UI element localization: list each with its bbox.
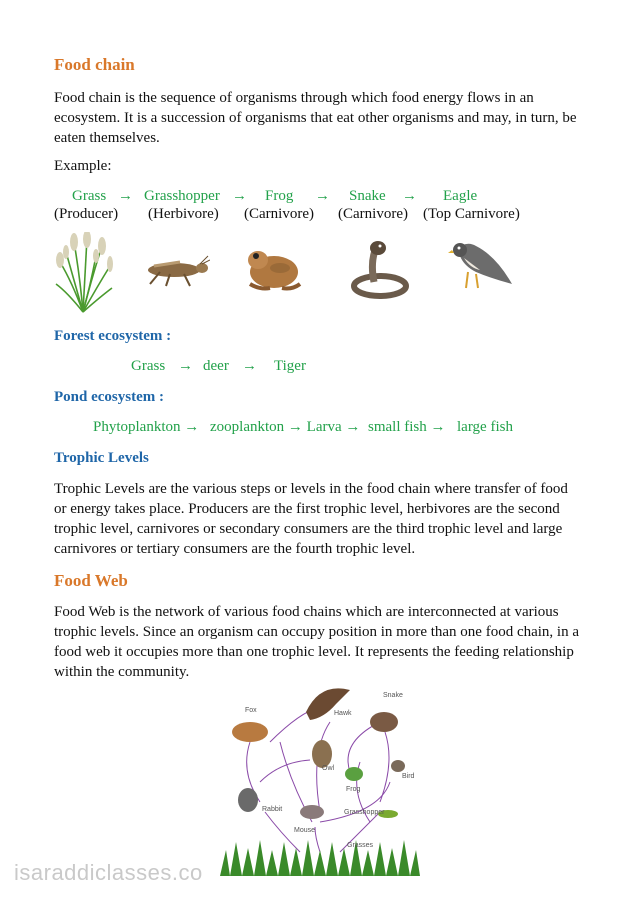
web-label-snake: Snake bbox=[383, 692, 403, 699]
frog-illustration bbox=[244, 244, 302, 294]
trophic-levels-text: Trophic Levels are the various steps or levels in the food chain where transfer of food or energy takes place. Producers are the first trophic level, herbivores are the second trophic level, carnivores or secondary consumers are the third trophic level and large carnivores or tertiary consumers are the fourth trophic level. bbox=[54, 481, 568, 557]
web-label-frog: Frog bbox=[346, 786, 361, 793]
eagle-illustration bbox=[446, 238, 516, 296]
chain-arrow-1: → bbox=[118, 188, 133, 204]
web-label-rabbit: Rabbit bbox=[262, 806, 283, 813]
web-label-grasshopper: Grasshopper bbox=[344, 809, 385, 816]
web-label-hawk: Hawk bbox=[334, 710, 352, 717]
role-carnivore-1: (Carnivore) bbox=[244, 206, 314, 222]
pond-zooplankton-larva: zooplankton → Larva → bbox=[210, 419, 361, 435]
forest-ecosystem-heading: Forest ecosystem : bbox=[54, 328, 172, 344]
chain-frog: Frog bbox=[265, 188, 294, 204]
pond-small-fish: small fish → bbox=[368, 419, 446, 435]
forest-deer: deer bbox=[203, 358, 229, 374]
forest-tiger: Tiger bbox=[274, 358, 306, 374]
chain-arrow-3: → bbox=[315, 188, 330, 204]
role-producer: (Producer) bbox=[54, 206, 119, 222]
chain-eagle: Eagle bbox=[443, 188, 478, 204]
chain-grasshopper: Grasshopper bbox=[144, 188, 220, 204]
food-chain-definition: Food chain is the sequence of organisms through which food energy flows in an ecosystem. It is a succession of organisms that eat other organisms and may, in turn, be eaten themselves. bbox=[54, 90, 577, 146]
role-top-carnivore: (Top Carnivore) bbox=[423, 206, 520, 222]
web-label-owl: Owl bbox=[322, 765, 335, 772]
forest-grass: Grass bbox=[131, 358, 166, 374]
chain-arrow-4: → bbox=[402, 188, 417, 204]
forest-arrow-2: → bbox=[242, 358, 257, 374]
pond-phytoplankton: Phytoplankton → bbox=[93, 419, 200, 435]
chain-snake: Snake bbox=[349, 188, 386, 204]
grass-illustration bbox=[52, 232, 114, 314]
role-carnivore-2: (Carnivore) bbox=[338, 206, 408, 222]
trophic-levels-heading: Trophic Levels bbox=[54, 450, 149, 466]
snake-illustration bbox=[350, 238, 412, 300]
food-web-text: Food Web is the network of various food chains which are interconnected at various trophic levels. Since an organism can occupy position in more than one food chain, in a food web it occupies more than one trophic level. It represents the feeding relationship within the community. bbox=[54, 604, 580, 680]
web-label-mouse: Mouse bbox=[294, 827, 316, 834]
role-herbivore: (Herbivore) bbox=[148, 206, 219, 222]
food-web-heading: Food Web bbox=[54, 571, 128, 590]
food-chain-heading: Food chain bbox=[54, 55, 135, 74]
grasshopper-illustration bbox=[140, 254, 210, 288]
site-watermark: isaraddiclasses.co bbox=[14, 860, 203, 885]
chain-arrow-2: → bbox=[232, 188, 247, 204]
pond-large-fish: large fish bbox=[457, 419, 513, 435]
web-label-grasses: Grasses bbox=[347, 842, 374, 849]
example-label: Example: bbox=[54, 158, 112, 174]
pond-ecosystem-heading: Pond ecosystem : bbox=[54, 389, 164, 405]
forest-arrow-1: → bbox=[178, 358, 193, 374]
web-label-bird: Bird bbox=[402, 773, 415, 780]
chain-grass: Grass bbox=[72, 188, 107, 204]
web-label-fox: Fox bbox=[245, 707, 257, 714]
